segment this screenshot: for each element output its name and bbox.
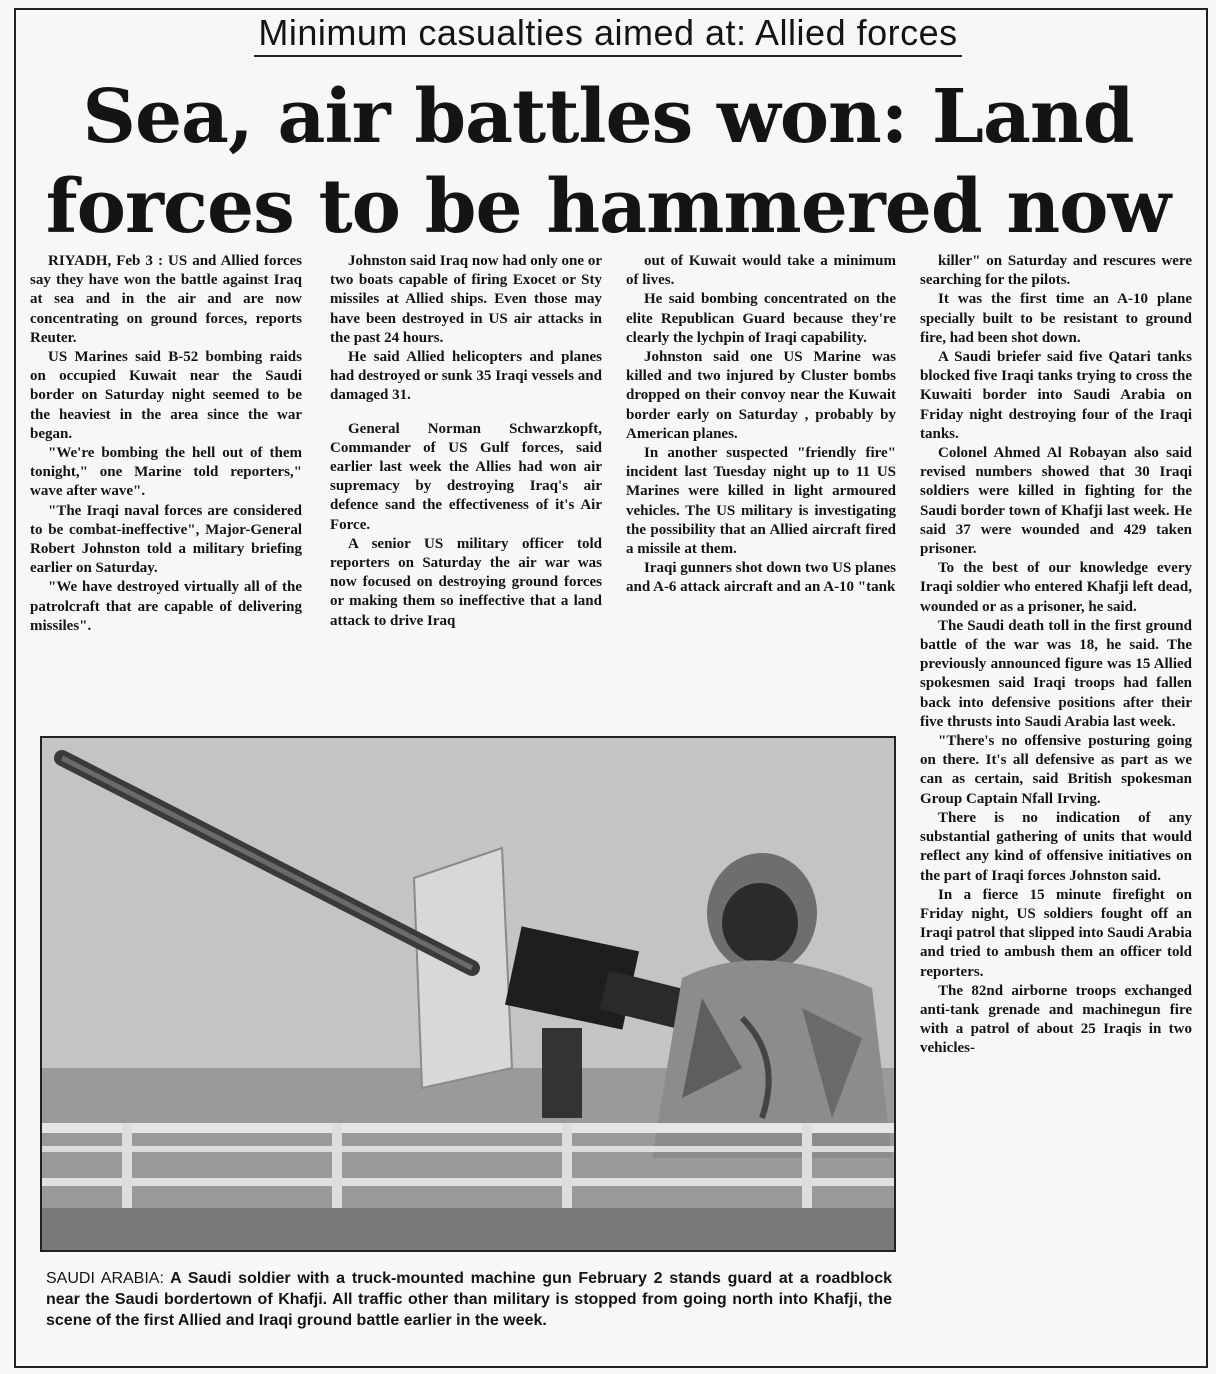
news-photo xyxy=(40,736,896,1252)
paragraph: Iraqi gunners shot down two US planes and A-6 attack aircraft and an A-10 "tank xyxy=(626,560,896,596)
kicker-headline xyxy=(0,12,1216,54)
paragraph: Johnston said Iraq now had only one or two boats capable of firing Exocet or Sty missiles at Allied ships. Even those may have been destroyed in US air attacks in the past 24 hours. xyxy=(330,253,602,346)
paragraph: There is no indication of any substantial gathering of units that would reflect any kind of offensive initiatives on the part of Iraqi forces Johnston said. xyxy=(920,809,1192,884)
paragraph: He said bombing concentrated on the elite Republican Guard because they're clearly the lychpin of Iraqi capability. xyxy=(626,291,896,346)
article-column-4 xyxy=(920,252,1192,1059)
article-column-1 xyxy=(30,252,302,636)
paragraph: "We're bombing the hell out of them tonight," one Marine told reporters," wave after wave". xyxy=(30,445,302,500)
article-column-2 xyxy=(330,252,602,631)
paragraph: In another suspected "friendly fire" incident last Tuesday night up to 11 US Marines were killed in light armoured vehicles. The US military is investigating the possibility that an Allied aircraft fired a missile at them. xyxy=(626,445,896,558)
paragraph: out of Kuwait would take a minimum of lives. xyxy=(626,253,896,289)
paragraph: killer" on Saturday and rescures were searching for the pilots. xyxy=(920,253,1192,289)
paragraph: A senior US military officer told reporters on Saturday the air war was now focused on destroying ground forces or making them so ineffective that a land attack to drive Iraq xyxy=(330,535,602,629)
soldier-machine-gun-photo xyxy=(42,738,894,1250)
paragraph: To the best of our knowledge every Iraqi soldier who entered Khafji left dead, wounded or as a prisoner, he said. xyxy=(920,560,1192,615)
paragraph: Colonel Ahmed Al Robayan also said revised numbers showed that 30 Iraqi soldiers were killed in fighting for the Saudi border town of Khafji last week. He said 37 were wounded and 429 taken prisoner. xyxy=(920,445,1192,558)
paragraph: US Marines said B-52 bombing raids on occupied Kuwait near the Saudi border on Saturday night seemed to be the heaviest in the area since the war began. xyxy=(30,349,302,442)
paragraph: The Saudi death toll in the first ground battle of the war was 18, he said. The previously announced figure was 15 Allied spokesmen said Iraqi troops had fallen back into defensive positions after their five thrusts into Saudi Arabia last week. xyxy=(920,617,1192,730)
paragraph: Johnston said one US Marine was killed and two injured by Cluster bombs dropped on their convoy near the Kuwait border early on Saturday , probably by American planes. xyxy=(626,349,896,442)
kicker-text: Minimum casualties aimed at: Allied forces xyxy=(254,12,961,57)
paragraph: "We have destroyed virtually all of the patrolcraft that are capable of delivering missiles". xyxy=(30,579,302,634)
caption-text: A Saudi soldier with a truck-mounted machine gun February 2 stands guard at a roadblock near the Saudi bordertown of Khafji. All traffic other than military is stopped from going north into Khafji, the scene of the first Allied and Iraqi ground battle earlier in the week. xyxy=(46,1270,893,1329)
paragraph: He said Allied helicopters and planes had destroyed or sunk 35 Iraqi vessels and damaged 31. xyxy=(330,349,602,404)
paragraph: "The Iraqi naval forces are considered to be combat-ineffective", Major-General Robert Johnston told a military briefing earlier on Saturday. xyxy=(30,502,302,577)
article-column-3 xyxy=(626,252,896,598)
photo-caption xyxy=(46,1268,892,1331)
paragraph: It was the first time an A-10 plane specially built to be resistant to ground fire, had been shot down. xyxy=(920,291,1192,346)
caption-lead: SAUDI ARABIA: xyxy=(46,1270,164,1287)
main-headline: Sea, air battles won: Land forces to be hammered now xyxy=(45,74,1171,250)
paragraph: In a fierce 15 minute firefight on Friday night, US soldiers fought off an Iraqi patrol that slipped into Saudi Arabia and tried to ambush them an officer told reporters. xyxy=(920,886,1192,980)
paragraph: The 82nd airborne troops exchanged anti-tank grenade and machinegun fire with a patrol of about 25 Iraqis in two vehicles- xyxy=(920,982,1192,1057)
paragraph: RIYADH, Feb 3 : US and Allied forces say they have won the battle against Iraq at sea and in the air and are now concentrating on ground forces, reports Reuter. xyxy=(30,253,302,346)
paragraph: "There's no offensive posturing going on there. It's all defensive as part as we can as certain, said British spokesman Group Captain Nfall Irving. xyxy=(920,733,1192,807)
paragraph: A Saudi briefer said five Qatari tanks blocked five Iraqi tanks trying to cross the Kuwaiti border into Saudi Arabia on Friday night destroying four of the Iraqi tanks. xyxy=(920,349,1192,442)
paragraph: General Norman Schwarzkopft, Commander of US Gulf forces, said earlier last week the Allies had won air supremacy by destroying Iraq's air defence sand the effectiveness of it's Air Force. xyxy=(330,420,602,533)
